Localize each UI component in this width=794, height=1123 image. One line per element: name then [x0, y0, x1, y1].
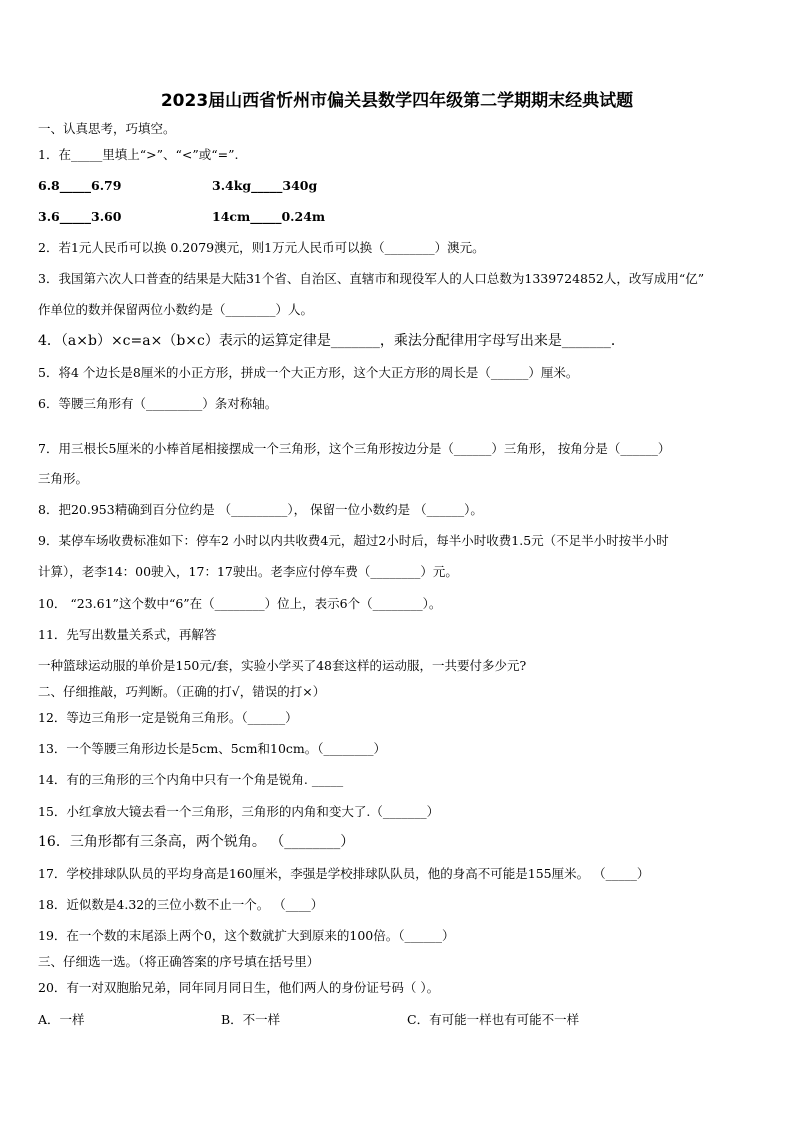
question-11-line-2: 一种篮球运动服的单价是150元/套，实验小学买了48套这样的运动服，一共要付多少元?	[38, 658, 527, 673]
question-4: 4．（a×b）×c=a×（b×c）表示的运算定律是_______，乘法分配律用字母写出来是_______．	[38, 333, 625, 349]
question-2: 2．若1元人民币可以换 0.2079澳元，则1万元人民币可以换（________）澳元。	[38, 240, 485, 255]
question-14: 14．有的三角形的三个内角中只有一个角是锐角. _____	[38, 772, 344, 787]
page-title: 2023届山西省忻州市偏关县数学四年级第二学期期末经典试题	[160, 91, 634, 111]
question-9-line-1: 9．某停车场收费标准如下：停车2 小时以内共收费4元，超过2小时后，每半小时收费1.5元（不足半小时按半小时	[38, 533, 669, 548]
question-8: 8．把20.953精确到百分位约是 （_________）， 保留一位小数约是 （______）。	[38, 502, 483, 517]
question-18: 18．近似数是4.32的三位小数不止一个。 （____）	[38, 897, 324, 912]
question-7-line-2: 三角形。	[38, 471, 89, 486]
question-9-line-2: 计算），老李14：00驶入，17：17驶出。老李应付停车费（________）元。	[38, 564, 458, 579]
question-20-option-c: C．有可能一样也有可能不一样	[407, 1012, 580, 1027]
question-19: 19．在一个数的末尾添上两个0，这个数就扩大到原来的100倍。（______）	[38, 928, 455, 943]
question-1-item-d: 14cm_____0.24m	[212, 209, 326, 224]
question-16: 16．三角形都有三条高，两个锐角。 （________）	[38, 834, 355, 850]
question-13: 13．一个等腰三角形边长是5cm、5cm和10cm。（________）	[38, 741, 387, 756]
question-3-line-2: 作单位的数并保留两位小数约是（________）人。	[38, 302, 314, 317]
question-20-option-a: A．一样	[38, 1012, 85, 1027]
section-1-heading: 一、认真思考，巧填空。	[38, 121, 176, 136]
question-17: 17．学校排球队队员的平均身高是160厘米，李强是学校排球队队员，他的身高不可能是155厘米。 （_____）	[38, 866, 650, 881]
section-2-heading: 二、仔细推敲，巧判断。（正确的打√，错误的打×）	[38, 684, 326, 699]
question-11-line-1: 11．先写出数量关系式，再解答	[38, 627, 217, 642]
section-3-heading: 三、仔细选一选。（将正确答案的序号填在括号里）	[38, 954, 320, 969]
question-12: 12．等边三角形一定是锐角三角形。（______）	[38, 710, 298, 725]
question-6: 6．等腰三角形有（_________）条对称轴。	[38, 396, 278, 411]
question-20: 20．有一对双胞胎兄弟，同年同月同日生，他们两人的身份证号码（ ）。	[38, 980, 440, 995]
question-1-item-a: 6.8_____6.79	[38, 178, 122, 193]
question-3-line-1: 3．我国第六次人口普查的结果是大陆31个省、自治区、直辖市和现役军人的人口总数为1339724852人，改写成用“亿”	[38, 271, 705, 286]
question-1-item-c: 3.6_____3.60	[38, 209, 122, 224]
question-1: 1．在_____里填上“>”、“<”或“=”.	[38, 147, 239, 162]
question-20-option-b: B．不一样	[221, 1012, 281, 1027]
question-10: 10． “23.61”这个数中“6”在（________）位上，表示6个（________）。	[38, 596, 442, 611]
question-1-item-b: 3.4kg_____340g	[212, 178, 318, 193]
question-5: 5．将4 个边长是8厘米的小正方形，拼成一个大正方形，这个大正方形的周长是（______）厘米。	[38, 365, 579, 380]
question-15: 15．小红拿放大镜去看一个三角形，三角形的内角和变大了.（_______）	[38, 804, 440, 819]
question-7-line-1: 7．用三根长5厘米的小棒首尾相接摆成一个三角形，这个三角形按边分是（______）三角形， 按角分是（______）	[38, 441, 671, 456]
